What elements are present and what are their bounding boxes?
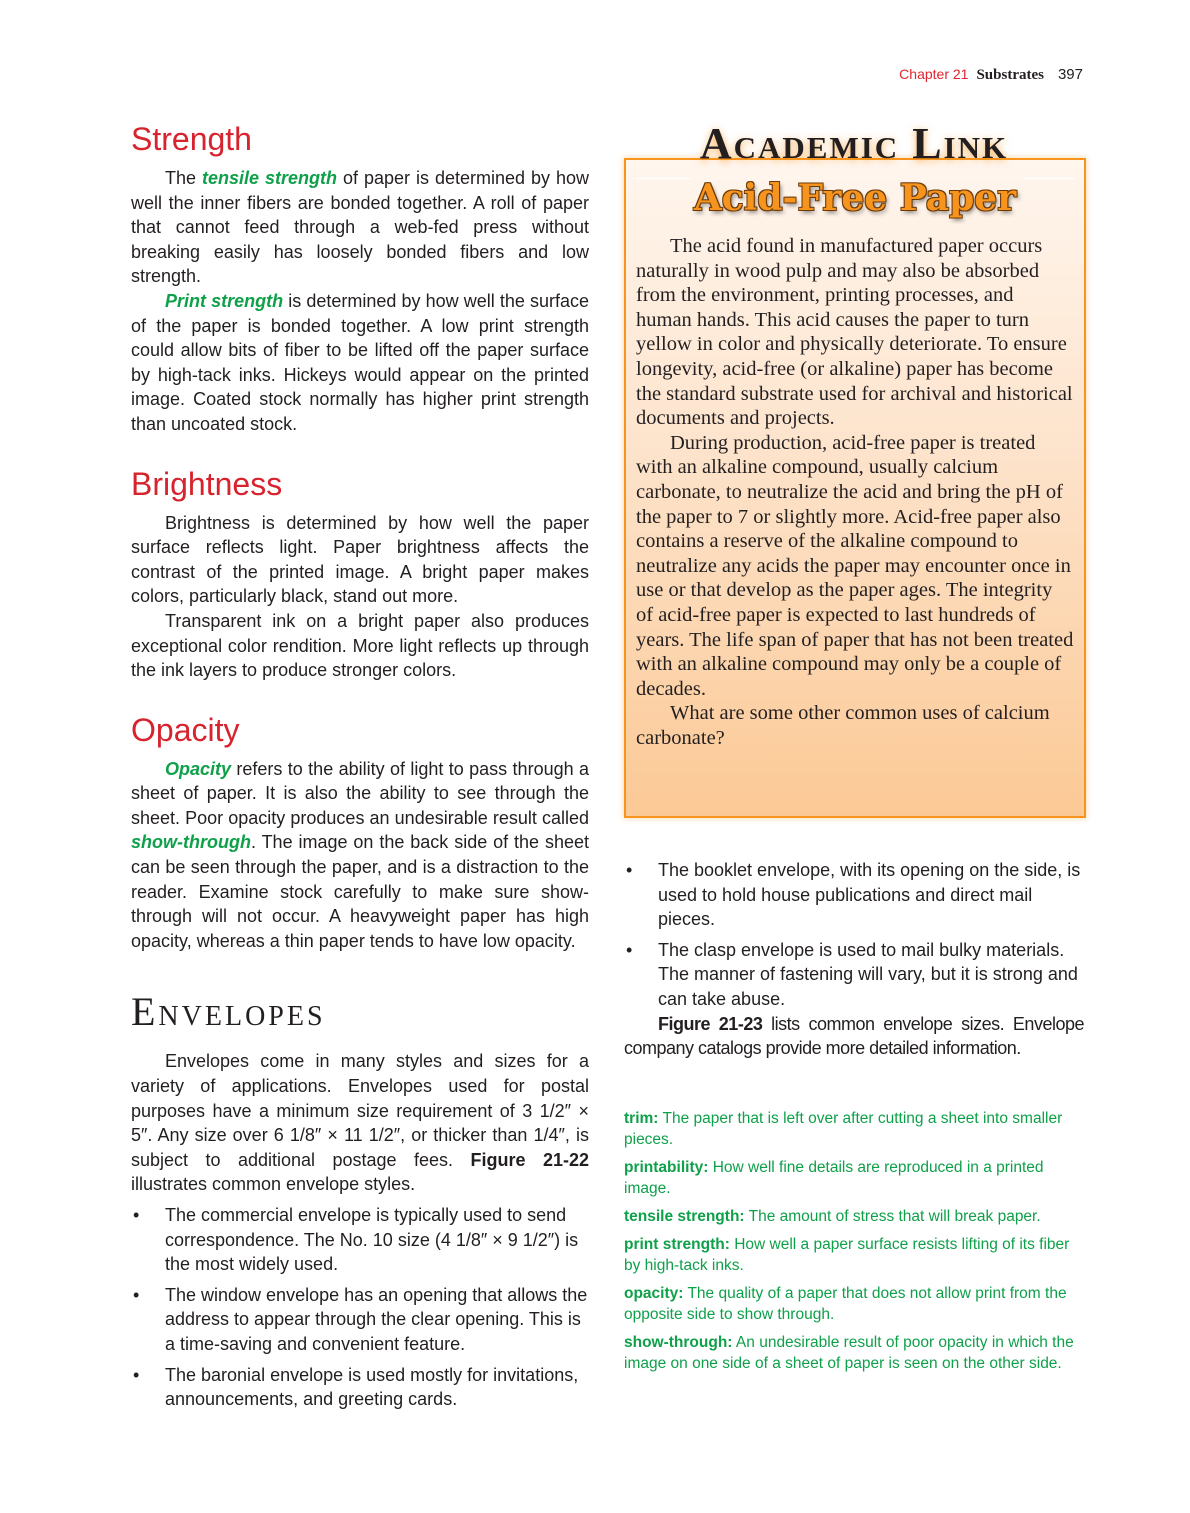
brightness-paragraph-1: Brightness is determined by how well the paper surface reflects light. Paper brightness affects the contrast of the printed image. A bright paper makes colors, particularly black, stand out more. (131, 512, 589, 607)
envelopes-paragraph: Envelopes come in many styles and sizes for a variety of applications. Envelopes used for postal purposes have a minimum size requirement of 3 1/2″ × 5″. Any size over 6 1/8″ × 11 1/2″, or thicker than 1/4″, is subject to additional postage fees. Figure 21-22 illustrates common envelope styles. (131, 1051, 589, 1195)
key-term-tensile-strength: tensile strength (202, 168, 337, 188)
glossary-entry-trim: trim: The paper that is left over after cutting a sheet into smaller pieces. (624, 1110, 1063, 1148)
bullet-icon: • (133, 1364, 140, 1385)
list-item: • The clasp envelope is used to mail bulky materials. The manner of fastening will vary, but it is strong and can take abuse. (626, 939, 1078, 1009)
bullet-icon: • (133, 1284, 140, 1305)
list-item: • The booklet envelope, with its opening on the side, is used to hold house publications and direct mail pieces. (626, 860, 1081, 930)
strength-paragraph-1: The tensile strength of paper is determined by how well the inner fibers are bonded together. A roll of paper that cannot feed through a web-fed press without breaking easily has loosely bonded fibers and low strength. (131, 168, 589, 287)
opacity-paragraph: Opacity refers to the ability of light to pass through a sheet of paper. It is also the ability to see through the sheet. Poor opacity produces an undesirable result called show-through. The image on the back side of the sheet can be seen through the paper, and is a distraction to the reader. Examine stock carefully to make sure show-through will not occur. A heavyweight paper has high opacity, whereas a thin paper tends to have low opacity. (131, 758, 589, 951)
key-term-show-through: show-through (131, 832, 251, 853)
key-term-print-strength: Print strength (165, 290, 284, 311)
academic-link-question: What are some other common uses of calcium carbonate? (636, 702, 1050, 749)
glossary-entry-printability: printability: How well fine details are reproduced in a printed image. (624, 1159, 1044, 1197)
glossary-entry-show-through: show-through: An undesirable result of poor opacity in which the image on one side of a sheet of paper is seen on the other side. (624, 1334, 1074, 1372)
running-head (899, 66, 1083, 84)
academic-link-paragraph-1: The acid found in manufactured paper occurs naturally in wood pulp and may also be absorbed from the environment, printing processes, and human hands. This acid causes the paper to turn yellow in color and physically deteriorate. To ensure longevity, acid-free (or alkaline) paper has become the standard substrate used for archival and historical documents and projects. (636, 235, 1073, 430)
heading-strength: Strength (131, 121, 252, 157)
glossary-entry-tensile-strength: tensile strength: The amount of stress that will break paper. (624, 1208, 1041, 1225)
heading-opacity: Opacity (131, 711, 240, 748)
left-column (131, 120, 589, 1418)
strength-paragraph-2: Print strength is determined by how well the surface of the paper is bonded together. A low print strength could allow bits of fiber to be lifted off the paper surface by high-tack inks. Hickeys would appear on the printed image. Coated stock normally has higher print strength than uncoated stock. (131, 290, 589, 434)
glossary-entry-opacity: opacity: The quality of a paper that does not allow print from the opposite side to show through. (624, 1285, 1067, 1323)
heading-brightness: Brightness (131, 465, 283, 502)
envelope-style-list-continued (624, 858, 1084, 1012)
section-label: Substrates (976, 67, 1044, 83)
list-item: • The window envelope has an opening that allows the address to appear through the clear opening. This is a time-saving and convenient feature. (133, 1284, 588, 1354)
figure-21-23-paragraph: Figure 21-23 lists common envelope sizes. Envelope company catalogs provide more detailed information. (624, 1013, 1084, 1059)
list-item: • The baronial envelope is used mostly for invitations, announcements, and greeting cards. (133, 1364, 579, 1410)
list-item: • The commercial envelope is typically used to send correspondence. The No. 10 size (4 1/8″ × 9 1/2″) is the most widely used. (133, 1205, 579, 1275)
academic-link-paragraph-2: During production, acid-free paper is treated with an alkaline compound, usually calcium carbonate, to neutralize the acid and bring the pH of the paper to 7 or slightly more. Acid-free paper also contains a reserve of the alkaline compound to neutralize any acids the paper may encounter once in use or that develop as the paper ages. The integrity of acid-free paper is expected to last hundreds of years. The life span of paper that has not been treated with an alkaline compound may only be a couple of decades. (636, 431, 1074, 700)
heading-envelopes: Envelopes (131, 989, 326, 1035)
chapter-label: Chapter 21 (899, 66, 969, 82)
academic-link-box (624, 158, 1086, 818)
bullet-icon: • (133, 1205, 140, 1225)
key-term-opacity: Opacity (165, 758, 232, 779)
brightness-paragraph-2: Transparent ink on a bright paper also produces exceptional color rendition. More light reflects up through the ink layers to produce stronger colors. (131, 610, 589, 681)
bullet-icon: • (626, 939, 633, 960)
glossary-entry-print-strength: print strength: How well a paper surface resists lifting of its fiber by high-tack inks. (624, 1236, 1070, 1274)
academic-link-body (636, 234, 1074, 750)
academic-link-title: Acid-Free Paper (693, 177, 1017, 219)
glossary-margin (624, 1108, 1086, 1381)
figure-ref-21-23: Figure 21-23 (658, 1013, 763, 1034)
bullet-icon: • (626, 860, 633, 880)
envelope-style-list (131, 1203, 589, 1412)
page-number: 397 (1057, 66, 1083, 83)
academic-link-banner: Academic Link (699, 119, 1009, 168)
figure-ref-21-22: Figure 21-22 (470, 1149, 589, 1170)
right-column-text (624, 858, 1084, 1061)
